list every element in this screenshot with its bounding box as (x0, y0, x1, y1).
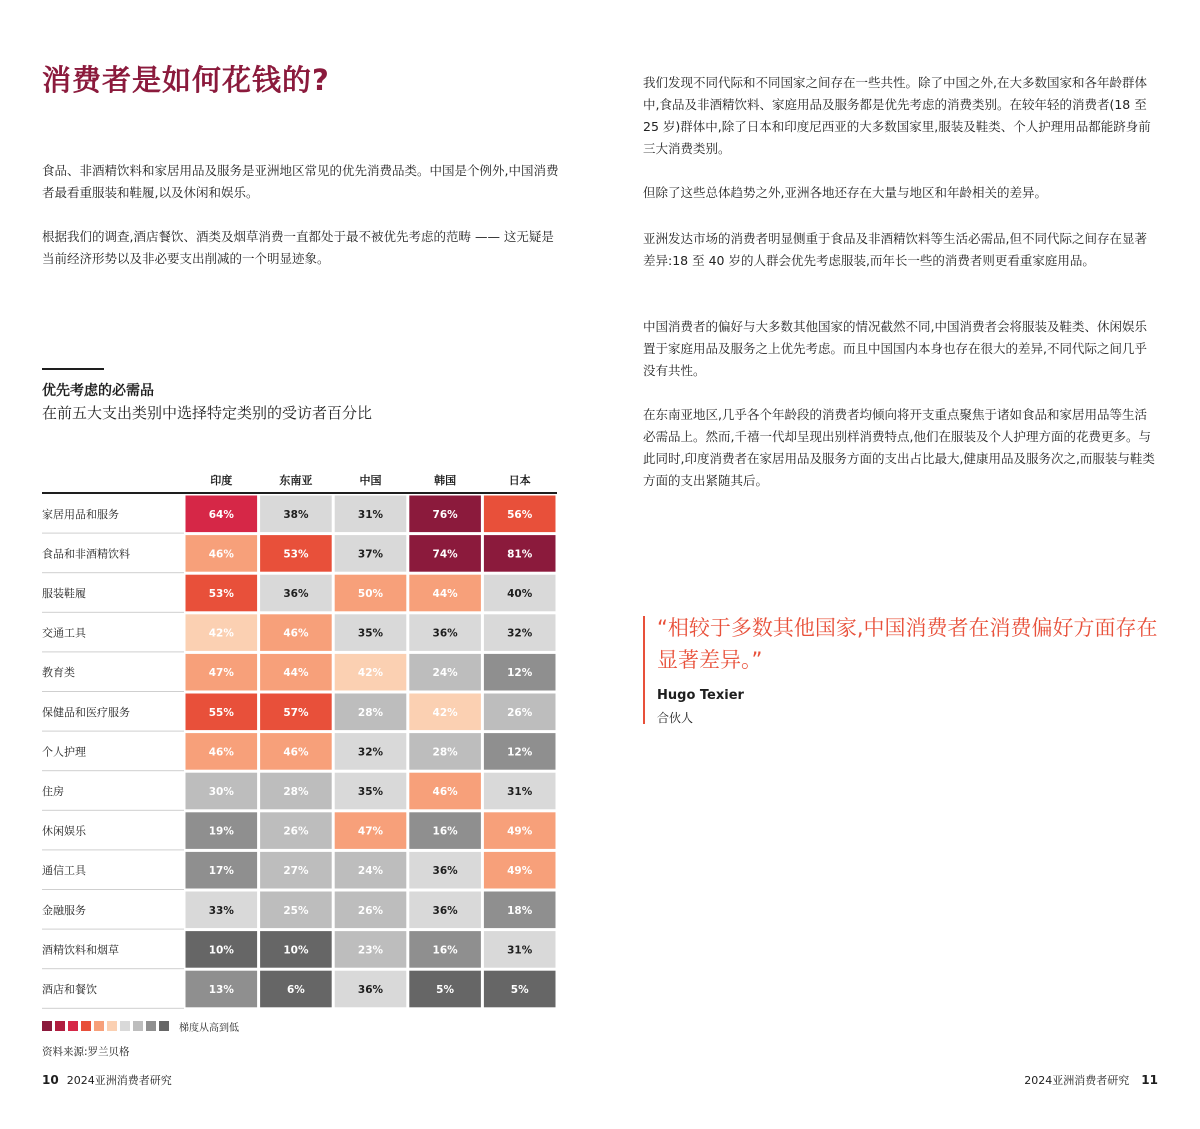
heatmap-value: 12% (507, 746, 533, 759)
heatmap-value: 40% (507, 588, 533, 600)
row-label: 教育类 (42, 666, 75, 680)
row-label: 金融服务 (42, 903, 86, 917)
row-divider (42, 572, 184, 573)
row-divider (42, 929, 184, 930)
row-divider (42, 1008, 184, 1009)
row-label: 休闲娱乐 (42, 824, 86, 838)
heatmap-value: 31% (507, 786, 533, 798)
chart-heading: 优先考虑的必需品 (42, 383, 154, 399)
row-label: 通信工具 (42, 864, 86, 878)
row-label: 保健品和医疗服务 (42, 705, 130, 719)
heatmap-value: 5% (510, 984, 529, 996)
heatmap-value: 44% (432, 588, 458, 600)
priority-heatmap (42, 466, 562, 1018)
page-number-right: 11 (1141, 1073, 1158, 1087)
page-title: 消费者是如何花钱的? (42, 63, 330, 97)
heatmap-value: 12% (507, 667, 533, 680)
quote-accent-bar (643, 616, 645, 724)
legend-swatch (159, 1021, 169, 1031)
heatmap-value: 36% (283, 588, 309, 600)
row-divider (42, 731, 184, 732)
legend-swatch (42, 1021, 52, 1031)
heatmap-value: 32% (507, 627, 533, 640)
body-paragraph-2: 但除了这些总体趋势之外,亚洲各地还存在大量与地区和年龄相关的差异。 (643, 185, 1047, 200)
heatmap-value: 33% (208, 904, 234, 917)
heatmap-value: 53% (208, 588, 234, 600)
legend-swatch (81, 1021, 91, 1031)
heatmap-value: 38% (283, 508, 309, 521)
heatmap-value: 10% (208, 944, 234, 957)
heatmap-value: 37% (357, 548, 384, 561)
row-label: 住房 (42, 785, 64, 798)
heatmap-value: 46% (283, 627, 309, 640)
row-label: 个人护理 (42, 745, 86, 759)
footer-left (42, 1072, 172, 1088)
heatmap-value: 53% (283, 548, 309, 561)
header-rule (42, 492, 557, 494)
row-divider (42, 810, 184, 811)
column-header: 日本 (508, 474, 531, 487)
row-divider (42, 849, 184, 850)
heatmap-value: 49% (507, 825, 533, 838)
heatmap-value: 26% (357, 904, 384, 917)
heatmap-value: 42% (432, 706, 458, 719)
heatmap-value: 23% (357, 944, 384, 957)
heatmap-value: 26% (507, 706, 533, 719)
row-divider (42, 770, 184, 771)
legend-swatch (107, 1021, 117, 1031)
heatmap-value: 5% (436, 984, 455, 996)
heatmap-value: 28% (357, 706, 384, 719)
heatmap-value: 31% (507, 944, 533, 957)
row-label: 酒精饮料和烟草 (42, 943, 119, 957)
column-header: 中国 (359, 474, 382, 487)
heatmap-value: 36% (432, 865, 458, 878)
heatmap-value: 13% (208, 984, 234, 996)
heatmap-value: 18% (507, 904, 533, 917)
heatmap-value: 42% (357, 667, 384, 680)
heatmap-value: 56% (507, 508, 533, 521)
source-note: 资料来源:罗兰贝格 (42, 1046, 130, 1058)
row-label: 交通工具 (42, 626, 86, 640)
row-divider (42, 651, 184, 652)
heatmap-value: 36% (357, 984, 384, 996)
legend-swatch (68, 1021, 78, 1031)
heatmap-value: 46% (208, 746, 234, 759)
heatmap-value: 36% (432, 627, 458, 640)
publication-name-right: 2024亚洲消费者研究 (1024, 1074, 1130, 1087)
heatmap-value: 74% (432, 548, 458, 561)
legend-gradient (42, 1021, 169, 1031)
heatmap-value: 10% (283, 944, 309, 957)
heatmap-value: 57% (283, 706, 309, 719)
heatmap-value: 35% (357, 786, 384, 798)
legend-swatch (55, 1021, 65, 1031)
quote-author-role: 合伙人 (657, 711, 694, 725)
row-label: 服装鞋履 (42, 587, 86, 600)
chart-legend (42, 1019, 239, 1033)
intro-paragraph-2: 根据我们的调查,酒店餐饮、酒类及烟草消费一直都处于最不被优先考虑的范畴 —— 这无疑是当前经济形势以及非必要支出削减的一个明显迹象。 (42, 229, 554, 266)
quote-author: Hugo Texier (657, 688, 744, 703)
body-paragraph-3: 亚洲发达市场的消费者明显侧重于食品及非酒精饮料等生活必需品,但不同代际之间存在显著差异:18 至 40 岁的人群会优先考虑服装,而年长一些的消费者则更看重家庭用品。 (643, 231, 1147, 268)
heatmap-value: 46% (432, 786, 458, 798)
heatmap-value: 47% (357, 825, 384, 838)
legend-swatch (94, 1021, 104, 1031)
legend-swatch (146, 1021, 156, 1031)
row-label: 酒店和餐饮 (42, 983, 97, 996)
heatmap-value: 25% (283, 904, 309, 917)
legend-swatch (133, 1021, 143, 1031)
heatmap-value: 35% (357, 627, 384, 640)
heatmap-value: 28% (283, 786, 309, 798)
heatmap-value: 26% (283, 825, 309, 838)
heatmap-value: 19% (208, 825, 234, 838)
column-header: 印度 (210, 474, 233, 487)
row-divider (42, 889, 184, 890)
intro-paragraph-1: 食品、非酒精饮料和家居用品及服务是亚洲地区常见的优先消费品类。中国是个例外,中国消费者最看重服装和鞋履,以及休闲和娱乐。 (42, 163, 559, 200)
body-paragraph-5: 在东南亚地区,几乎各个年龄段的消费者均倾向将开支重点聚焦于诸如食品和家居用品等生活必需品上。然而,千禧一代却呈现出别样消费特点,他们在服装及个人护理方面的花费更多。与此同时,印度消费者在家居用品及服务方面的支出占比最大,健康用品及服务次之,而服装与鞋类方面的支出紧随其后。 (643, 407, 1155, 488)
chart-heading-rule (42, 368, 104, 370)
heatmap-value: 31% (357, 508, 384, 521)
heatmap-value: 81% (507, 548, 533, 561)
heatmap-value: 46% (208, 548, 234, 561)
legend-swatch (120, 1021, 130, 1031)
heatmap-value: 30% (208, 786, 234, 798)
pull-quote: “相较于多数其他国家,中国消费者在消费偏好方面存在显著差异。” (657, 616, 1158, 672)
row-label: 家居用品和服务 (42, 507, 119, 521)
legend-label: 梯度从高到低 (179, 1022, 239, 1034)
publication-name-left: 2024亚洲消费者研究 (66, 1074, 172, 1087)
row-divider (42, 968, 184, 969)
heatmap-value: 28% (432, 746, 458, 759)
heatmap-value: 76% (432, 508, 458, 521)
heatmap-value: 27% (283, 865, 309, 878)
heatmap-value: 17% (208, 865, 234, 878)
heatmap-value: 46% (283, 746, 309, 759)
row-divider (42, 612, 184, 613)
column-header: 韩国 (434, 474, 457, 487)
chart-subheading: 在前五大支出类别中选择特定类别的受访者百分比 (42, 404, 373, 422)
heatmap-value: 6% (286, 984, 305, 996)
heatmap-value: 44% (283, 667, 309, 680)
page-number-left: 10 (42, 1073, 59, 1087)
heatmap-value: 16% (432, 825, 458, 838)
footer-right (1024, 1072, 1158, 1088)
heatmap-value: 24% (357, 865, 384, 878)
row-divider (42, 533, 184, 534)
heatmap-value: 47% (208, 667, 234, 680)
heatmap-value: 42% (208, 627, 234, 640)
heatmap-value: 50% (357, 588, 384, 600)
row-divider (42, 691, 184, 692)
heatmap-value: 55% (208, 706, 234, 719)
body-paragraph-1: 我们发现不同代际和不同国家之间存在一些共性。除了中国之外,在大多数国家和各年龄群体中,食品及非酒精饮料、家庭用品及服务都是优先考虑的消费类别。在较年轻的消费者(18 至 25 岁)群体中,除了日本和印度尼西亚的大多数国家里,服装及鞋类、个人护理用品都能跻身前三大消费类别。 (643, 75, 1151, 156)
heatmap-value: 64% (208, 508, 234, 521)
heatmap-value: 36% (432, 904, 458, 917)
column-header: 东南亚 (279, 474, 313, 487)
heatmap-value: 32% (357, 746, 384, 759)
heatmap-value: 16% (432, 944, 458, 957)
heatmap-value: 49% (507, 865, 533, 878)
body-paragraph-4: 中国消费者的偏好与大多数其他国家的情况截然不同,中国消费者会将服装及鞋类、休闲娱乐置于家庭用品及服务之上优先考虑。而且中国国内本身也存在很大的差异,不同代际之间几乎没有共性。 (643, 319, 1147, 378)
heatmap-value: 24% (432, 667, 458, 680)
row-label: 食品和非酒精饮料 (42, 547, 130, 561)
